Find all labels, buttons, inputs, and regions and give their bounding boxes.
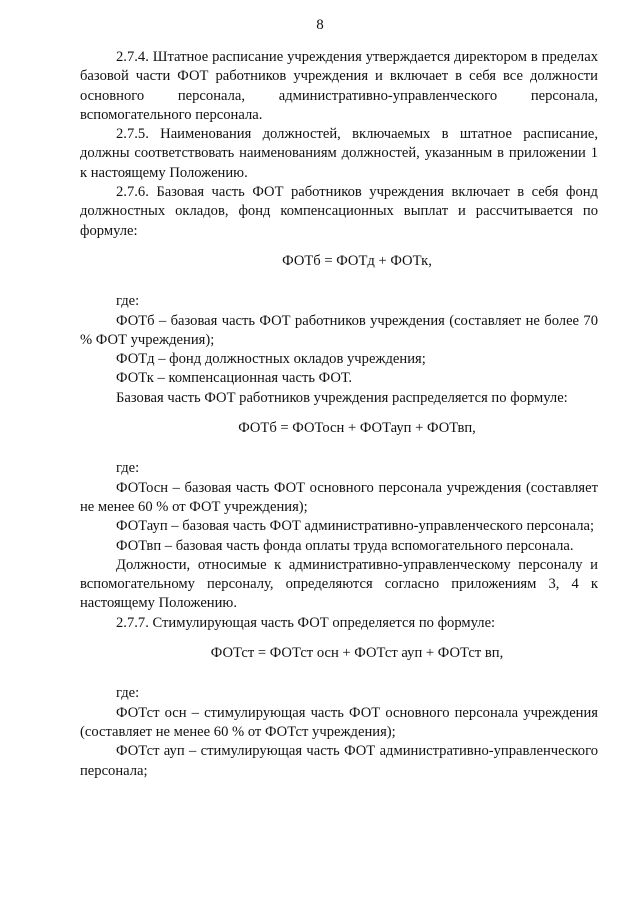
definition-fotaup: ФОТауп – базовая часть ФОТ административно-управленческого персонала; (116, 518, 595, 535)
definition-fotosn: ФОТосн – базовая часть ФОТ основного персонала учреждения (составляет не менее 60 % от ФОТ учреждения); (80, 479, 598, 515)
where-label: где: (116, 293, 140, 310)
paragraph-positions: Должности, относимые к административно-управленческому персоналу и вспомогательному персоналу, определяются согласно приложениям 3, 4 к настоящему Положению. (80, 556, 598, 612)
paragraph-2-7-6: 2.7.6. Базовая часть ФОТ работников учреждения включает в себя фонд должностных окладов, фонд компенсационных выплат и рассчитывается по формуле: (80, 184, 598, 239)
paragraph-2-7-5: 2.7.5. Наименования должностей, включаемых в штатное расписание, должны соответствовать наименованиям должностей, указанным в приложении 1 к настоящему Положению. (80, 126, 598, 181)
formula-fot-base: ФОТб = ФОТд + ФОТк, (282, 252, 432, 269)
definition-fotst-osn: ФОТст осн – стимулирующая часть ФОТ основного персонала учреждения (составляет не менее 60 % от ФОТст учреждения); (80, 704, 598, 740)
definition-fotd: ФОТд – фонд должностных окладов учреждения; (116, 351, 426, 368)
paragraph-2-7-4: 2.7.4. Штатное расписание учреждения утверждается директором в пределах базовой части ФОТ работников учреждения и включает в себя все должности основного персонала, административно-управленческого персонала, вспомогательного персонала. (80, 49, 598, 123)
formula-fot-stimulating: ФОТст = ФОТст осн + ФОТст ауп + ФОТст вп, (210, 645, 504, 662)
definition-fotb: ФОТб – базовая часть ФОТ работников учреждения (составляет не более 70 % ФОТ учреждения); (80, 312, 598, 348)
definition-fotk: ФОТк – компенсационная часть ФОТ. (116, 370, 353, 387)
paragraph-2-7-7: 2.7.7. Стимулирующая часть ФОТ определяется по формуле: (116, 614, 496, 631)
paragraph-distribution: Базовая часть ФОТ работников учреждения распределяется по формуле: (116, 389, 568, 406)
document-body (80, 48, 598, 781)
where-label: где: (116, 460, 140, 477)
definition-fotvp: ФОТвп – базовая часть фонда оплаты труда вспомогательного персонала. (116, 537, 574, 554)
definition-fotst-aup: ФОТст ауп – стимулирующая часть ФОТ административно-управленческого персонала; (80, 743, 598, 779)
formula-fot-distribution: ФОТб = ФОТосн + ФОТауп + ФОТвп, (238, 420, 476, 437)
page-number: 8 (316, 17, 324, 33)
where-label: где: (116, 685, 140, 702)
